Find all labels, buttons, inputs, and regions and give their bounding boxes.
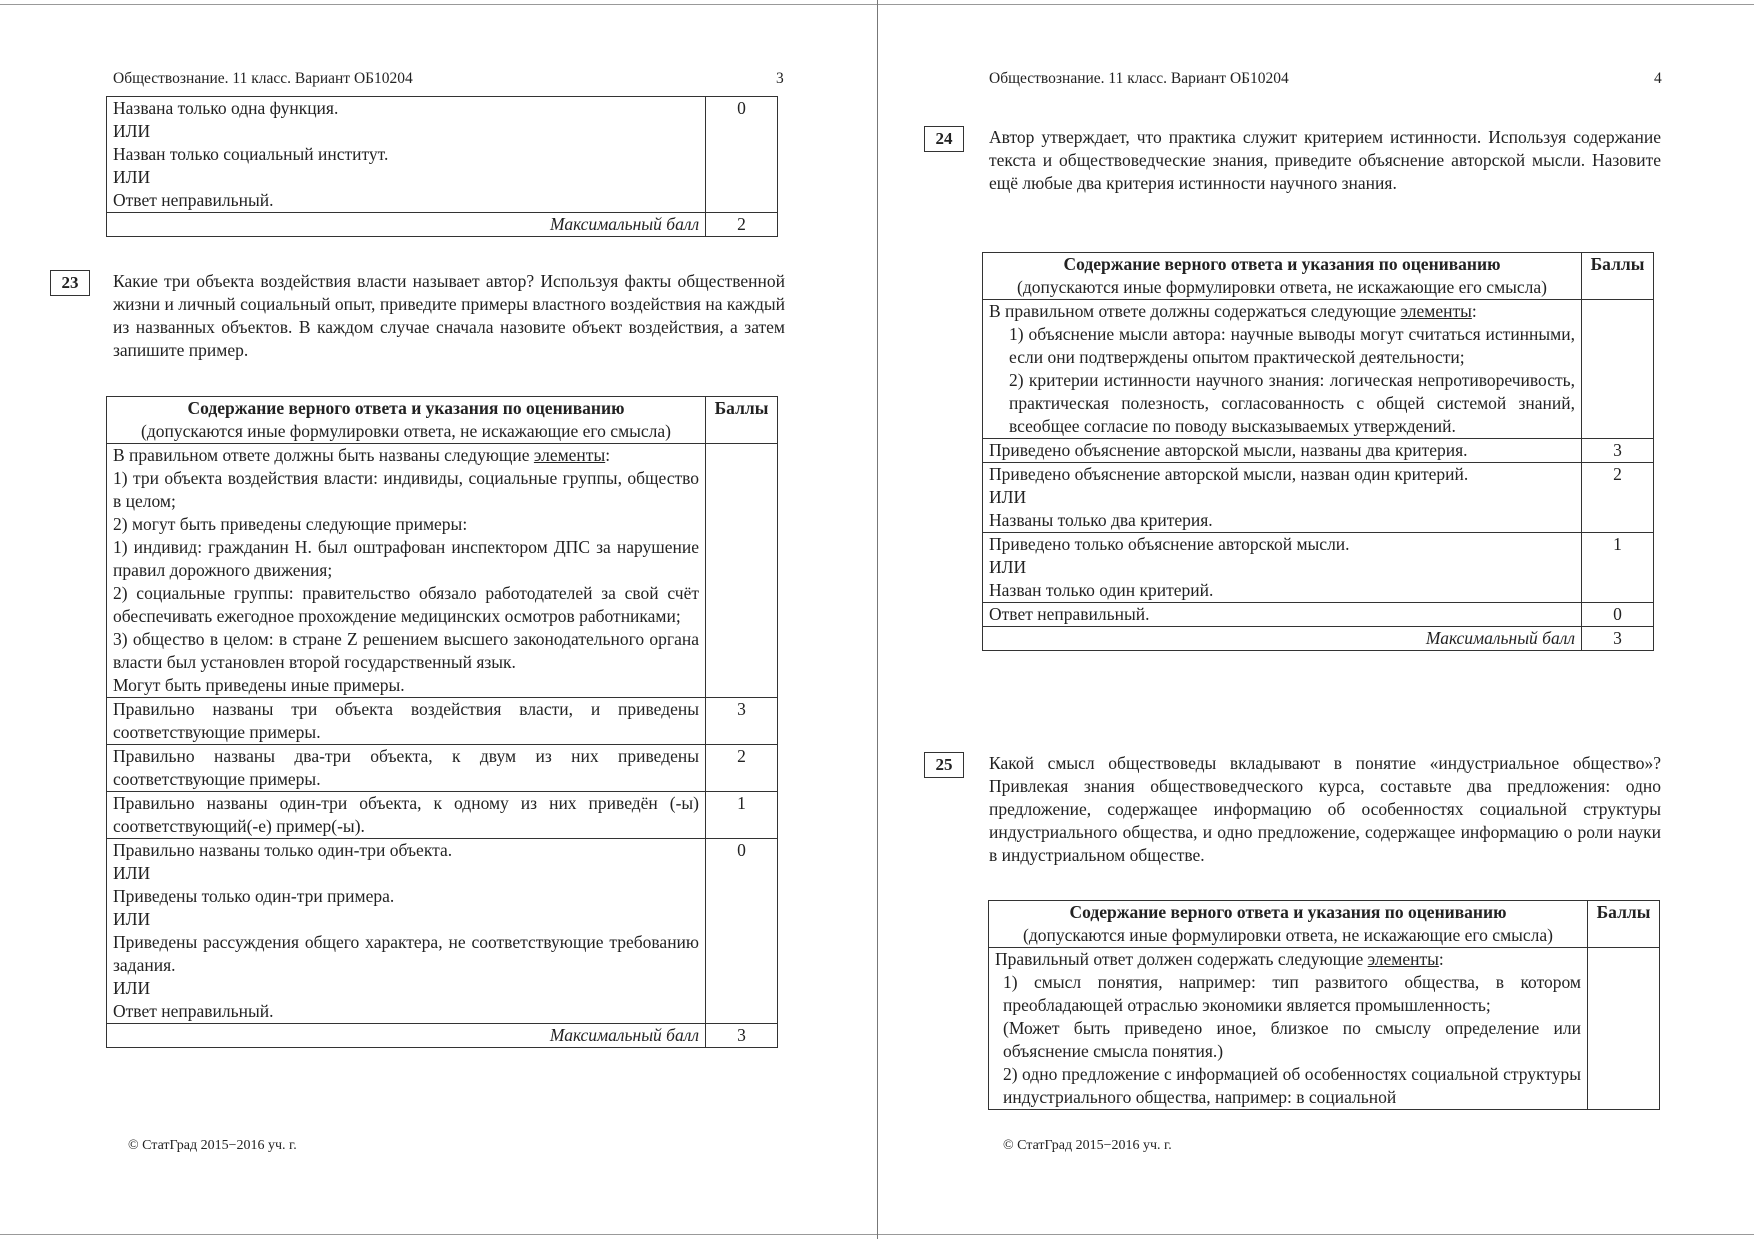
page-frame-bottom	[0, 1234, 877, 1235]
answer-content-row	[983, 300, 1654, 439]
criteria-line: Приведено только объяснение авторской мысли.	[989, 534, 1350, 554]
content-header-title: Содержание верного ответа и указания по оцениванию	[187, 398, 625, 418]
table-header-row	[107, 397, 778, 444]
scoring-table-24	[982, 252, 1654, 651]
criteria-cell	[983, 533, 1582, 603]
criteria-line: ИЛИ	[113, 978, 151, 998]
criteria-line: Приведено объяснение авторской мысли, назван один критерий.	[989, 464, 1469, 484]
question-text-25: Какой смысл обществоведы вкладывают в понятие «индустриальное общество»? Привлекая знания обществоведческого курса, составьте два предложения: одно предложение, содержащее информацию об особенностях социальной структуры индустриального общества, и одно предложение, содержащее информацию о роли науки в индустриальном обществе.	[989, 753, 1661, 865]
score-row	[107, 745, 778, 792]
criteria-line: Названы только два критерия.	[989, 510, 1213, 530]
content-line: 1) объяснение мысли автора: научные выводы могут считаться истинными, если они подтверждены опытом практической деятельности;	[1009, 324, 1575, 367]
criteria-line: Приведены только один-три примера.	[113, 886, 395, 906]
page-right	[878, 0, 1754, 1239]
score-cell: 2	[706, 745, 778, 792]
content-line: ИЛИ	[113, 167, 151, 187]
page-header: Обществознание. 11 класс. Вариант ОБ10204	[989, 70, 1289, 87]
page-frame-top	[0, 4, 877, 5]
score-row	[983, 603, 1654, 627]
score-cell: 0	[1582, 603, 1654, 627]
criteria-cell	[107, 839, 706, 1024]
content-line: Могут быть приведены иные примеры.	[113, 675, 405, 695]
max-score-row	[107, 1024, 778, 1048]
criteria-cell	[983, 463, 1582, 533]
score-cell: 2	[1582, 463, 1654, 533]
score-row	[983, 463, 1654, 533]
criteria-line: Ответ неправильный.	[113, 1001, 274, 1021]
content-line: 2) одно предложение с информацией об особенностях социальной структуры индустриального общества, например: в социальной	[1003, 1064, 1581, 1107]
page-footer: © СтатГрад 2015−2016 уч. г.	[1003, 1138, 1172, 1153]
content-line: Назван только социальный институт.	[113, 144, 389, 164]
max-score-value: 3	[706, 1024, 778, 1048]
answer-elements	[995, 971, 1581, 1109]
content-line: 3) общество в целом: в стране Z решением высшего законодательного органа власти был установлен второй государственный язык.	[113, 629, 699, 672]
question-number-24: 24	[924, 126, 964, 152]
answer-content-cell	[107, 444, 706, 698]
score-row	[983, 533, 1654, 603]
content-line: ИЛИ	[113, 121, 151, 141]
page-number: 4	[1654, 70, 1662, 87]
max-score-value: 3	[1582, 627, 1654, 651]
scoring-table-22-continued	[106, 96, 778, 237]
answer-content-cell	[983, 300, 1582, 439]
table-header-row	[983, 253, 1654, 300]
scoring-table-23	[106, 396, 778, 1048]
criteria-line: Правильно названы два-три объекта, к двум из них приведены соответствующие примеры.	[113, 746, 699, 789]
content-header-note: (допускаются иные формулировки ответа, не искажающие его смысла)	[1023, 925, 1553, 945]
content-line: 2) социальные группы: правительство обязало работодателей за свой счёт обеспечивать ежегодное прохождение медицинских осмотров работниками;	[113, 583, 699, 626]
content-header-title: Содержание верного ответа и указания по оцениванию	[1069, 902, 1507, 922]
max-score-row	[983, 627, 1654, 651]
content-line: 2) могут быть приведены следующие примеры:	[113, 514, 468, 534]
question-number-23: 23	[50, 270, 90, 296]
criteria-line: ИЛИ	[113, 909, 151, 929]
answer-content-row	[107, 444, 778, 698]
content-header	[989, 901, 1588, 948]
max-score-label: Максимальный балл	[107, 213, 706, 237]
score-header	[1588, 901, 1660, 948]
score-header-label: Баллы	[1590, 254, 1645, 274]
criteria-line: Приведено объяснение авторской мысли, названы два критерия.	[989, 440, 1468, 460]
table-header-row	[989, 901, 1660, 948]
content-header	[107, 397, 706, 444]
criteria-cell	[107, 97, 706, 213]
criteria-line: Правильно названы только один-три объекта.	[113, 840, 453, 860]
max-score-row	[107, 213, 778, 237]
elements-link-text: элементы	[1400, 301, 1472, 321]
criteria-cell	[107, 792, 706, 839]
score-cell: 1	[1582, 533, 1654, 603]
score-header-label: Баллы	[714, 398, 769, 418]
question-text-24: Автор утверждает, что практика служит критерием истинности. Используя содержание текста и обществоведческие знания, приведите объяснение авторской мысли. Назовите ещё любые два критерия истинности научного знания.	[989, 127, 1661, 193]
criteria-cell	[107, 745, 706, 792]
answer-intro-text: В правильном ответе должны быть названы следующие	[113, 445, 530, 465]
answer-intro-text: В правильном ответе должны содержаться следующие	[989, 301, 1397, 321]
criteria-line: Правильно названы три объекта воздействия власти, и приведены соответствующие примеры.	[113, 699, 699, 742]
page-frame-bottom	[878, 1234, 1754, 1235]
elements-link-text: элементы	[1367, 949, 1439, 969]
page-header: Обществознание. 11 класс. Вариант ОБ10204	[113, 70, 413, 87]
criteria-line: ИЛИ	[989, 487, 1027, 507]
page-number: 3	[776, 70, 784, 87]
score-cell: 1	[706, 792, 778, 839]
score-cell: 0	[706, 839, 778, 1024]
answer-elements	[113, 467, 699, 697]
score-header	[706, 397, 778, 444]
question-number-25: 25	[924, 752, 964, 778]
max-score-label: Максимальный балл	[107, 1024, 706, 1048]
criteria-cell	[107, 698, 706, 745]
criteria-line: ИЛИ	[989, 557, 1027, 577]
content-line: Названа только одна функция.	[113, 98, 339, 118]
score-header-label: Баллы	[1596, 902, 1651, 922]
answer-intro: В правильном ответе должны содержаться следующие элементы:	[989, 301, 1477, 321]
score-header	[1582, 253, 1654, 300]
scoring-table-25-clip	[988, 900, 1663, 1136]
answer-intro: В правильном ответе должны быть названы следующие элементы:	[113, 445, 611, 465]
score-cell: 0	[706, 97, 778, 213]
max-score-label: Максимальный балл	[983, 627, 1582, 651]
score-row	[983, 439, 1654, 463]
content-line: 2) критерии истинности научного знания: логическая непротиворечивость, практическая полезность, согласованность с общей системой знаний, всеобщее согласие по поводу высказываемых утверждений.	[1009, 370, 1575, 436]
answer-content-cell	[989, 948, 1588, 1110]
question-text-23: Какие три объекта воздействия власти называет автор? Используя факты общественной жизни и личный социальный опыт, приведите примеры властного воздействия на каждый из названных объектов. В каждом случае сначала назовите объект воздействия, а затем запишите пример.	[113, 271, 785, 360]
answer-elements	[989, 323, 1575, 438]
content-line: 1) индивид: гражданин Н. был оштрафован инспектором ДПС за нарушение правил дорожного движения;	[113, 537, 699, 580]
score-row	[107, 698, 778, 745]
empty-score-cell	[1582, 300, 1654, 439]
page-frame-top	[878, 4, 1754, 5]
criteria-line: Правильно названы один-три объекта, к одному из них приведён (-ы) соответствующий(-е) пример(-ы).	[113, 793, 699, 836]
empty-score-cell	[706, 444, 778, 698]
content-header-title: Содержание верного ответа и указания по оцениванию	[1063, 254, 1501, 274]
criteria-line: Назван только один критерий.	[989, 580, 1214, 600]
score-cell: 3	[1582, 439, 1654, 463]
criteria-cell	[983, 603, 1582, 627]
content-line: 1) три объекта воздействия власти: индивиды, социальные группы, общество в целом;	[113, 468, 699, 511]
elements-link-text: элементы	[533, 445, 606, 465]
criteria-cell	[983, 439, 1582, 463]
content-header	[983, 253, 1582, 300]
answer-intro: Правильный ответ должен содержать следующие элементы:	[995, 949, 1444, 969]
content-line: Ответ неправильный.	[113, 190, 274, 210]
criteria-line: ИЛИ	[113, 863, 151, 883]
criteria-line: Приведены рассуждения общего характера, не соответствующие требованию задания.	[113, 932, 699, 975]
scoring-table-25	[988, 900, 1660, 1110]
max-score-value: 2	[706, 213, 778, 237]
empty-score-cell	[1588, 948, 1660, 1110]
score-row	[107, 792, 778, 839]
criteria-line: Ответ неправильный.	[989, 604, 1150, 624]
content-header-note: (допускаются иные формулировки ответа, не искажающие его смысла)	[141, 421, 671, 441]
content-line: 1) смысл понятия, например: тип развитого общества, в котором преобладающей отраслью экономики является промышленность;	[1003, 972, 1581, 1015]
content-line: (Может быть приведено иное, близкое по смыслу определение или объяснение смысла понятия.)	[1003, 1018, 1581, 1061]
content-header-note: (допускаются иные формулировки ответа, не искажающие его смысла)	[1017, 277, 1547, 297]
table-row	[107, 97, 778, 213]
score-cell: 3	[706, 698, 778, 745]
answer-intro-text: Правильный ответ должен содержать следующие	[995, 949, 1364, 969]
score-row	[107, 839, 778, 1024]
page-footer: © СтатГрад 2015−2016 уч. г.	[128, 1138, 297, 1153]
answer-content-row	[989, 948, 1660, 1110]
